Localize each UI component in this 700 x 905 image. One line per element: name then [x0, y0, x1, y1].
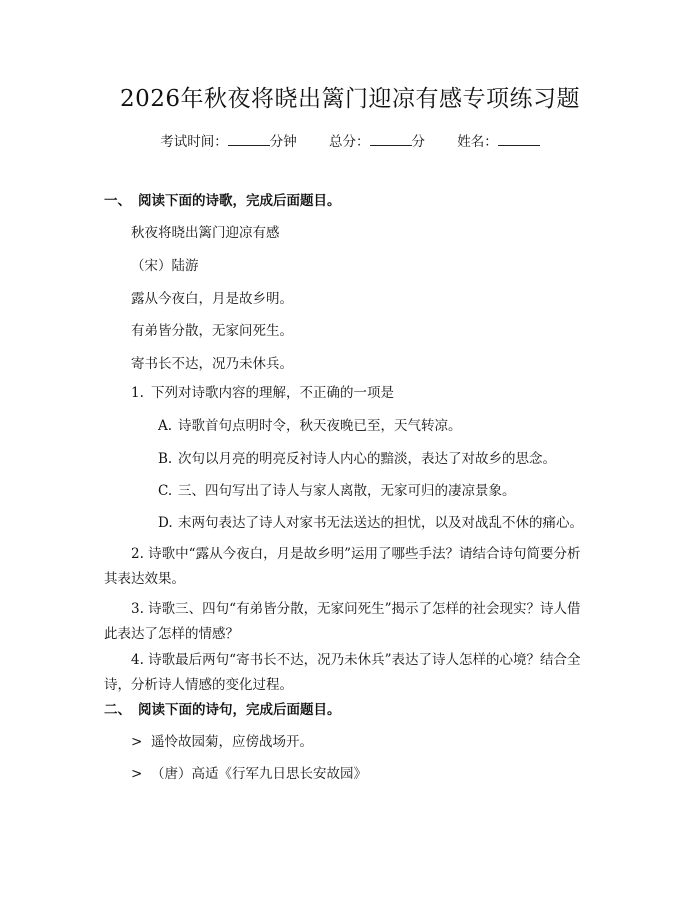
option-d-label: D. [158, 515, 173, 531]
quote-marker-2: > [131, 766, 143, 782]
option-d-text: 末两句表达了诗人对家书无法送达的担忧，以及对战乱不休的痛心。 [178, 515, 583, 531]
option-d[interactable] [158, 514, 583, 532]
quote-text-1: 遥怜故园菊，应傍战场开。 [151, 734, 313, 750]
question-1-number: 1. [131, 385, 144, 401]
section-2-heading [104, 701, 341, 719]
option-b-label: B. [158, 451, 173, 467]
section-1-title: 阅读下面的诗歌，完成后面题目。 [138, 193, 341, 209]
option-b-text: 次句以月亮的明亮反衬诗人内心的黯淡，表达了对故乡的思念。 [178, 451, 556, 467]
option-c-label: C. [158, 483, 173, 499]
name-field [457, 132, 540, 151]
option-c-text: 三、四句写出了诗人与家人离散，无家可归的凄凉景象。 [178, 483, 516, 499]
quote-marker-1: > [131, 734, 143, 750]
question-4: 4. 诗歌最后两句“寄书长不达，况乃未休兵”表达了诗人怎样的心境？结合全诗，分析诗人情感的变化过程。 [104, 652, 581, 693]
section-1-heading [104, 192, 341, 210]
poem-line-2: 有弟皆分散，无家问死生。 [131, 323, 293, 339]
section-1-number: 一、 [104, 193, 131, 209]
option-a[interactable] [158, 417, 462, 435]
poem-title: 秋夜将晓出篱门迎凉有感 [131, 225, 280, 241]
question-1 [131, 384, 394, 402]
quote-line-2 [131, 765, 367, 783]
exam-meta [0, 132, 700, 151]
question-3: 3. 诗歌三、四句“有弟皆分散，无家问死生”揭示了怎样的社会现实？诗人借此表达了怎样的情感？ [104, 601, 581, 642]
score-field [329, 132, 425, 151]
name-blank[interactable] [498, 132, 540, 146]
poem-line-3: 寄书长不达，况乃未休兵。 [131, 356, 293, 372]
score-blank[interactable] [370, 132, 412, 146]
section-2-number: 二、 [104, 702, 131, 718]
poem-author: （宋）陆游 [131, 258, 199, 274]
time-unit: 分钟 [269, 134, 297, 150]
section-2-title: 阅读下面的诗句，完成后面题目。 [138, 702, 341, 718]
score-label: 总分： [329, 134, 370, 150]
question-1-text: 下列对诗歌内容的理解，不正确的一项是 [151, 385, 394, 401]
page-title: 2026年秋夜将晓出篱门迎凉有感专项练习题 [119, 86, 581, 112]
time-label: 考试时间： [160, 134, 228, 150]
quote-text-2: （唐）高适《行军九日思长安故园》 [151, 766, 367, 782]
option-c[interactable] [158, 482, 516, 500]
option-a-text: 诗歌首句点明时令，秋天夜晚已至，天气转凉。 [178, 418, 462, 434]
question-2: 2. 诗歌中“露从今夜白，月是故乡明”运用了哪些手法？请结合诗句简要分析其表达效果。 [104, 546, 581, 587]
quote-line-1 [131, 733, 313, 751]
name-label: 姓名： [457, 134, 498, 150]
time-blank[interactable] [228, 132, 270, 146]
score-unit: 分 [411, 134, 425, 150]
option-b[interactable] [158, 450, 556, 468]
poem-line-1: 露从今夜白，月是故乡明。 [131, 291, 293, 307]
time-field [160, 132, 297, 151]
option-a-label: A. [158, 418, 173, 434]
